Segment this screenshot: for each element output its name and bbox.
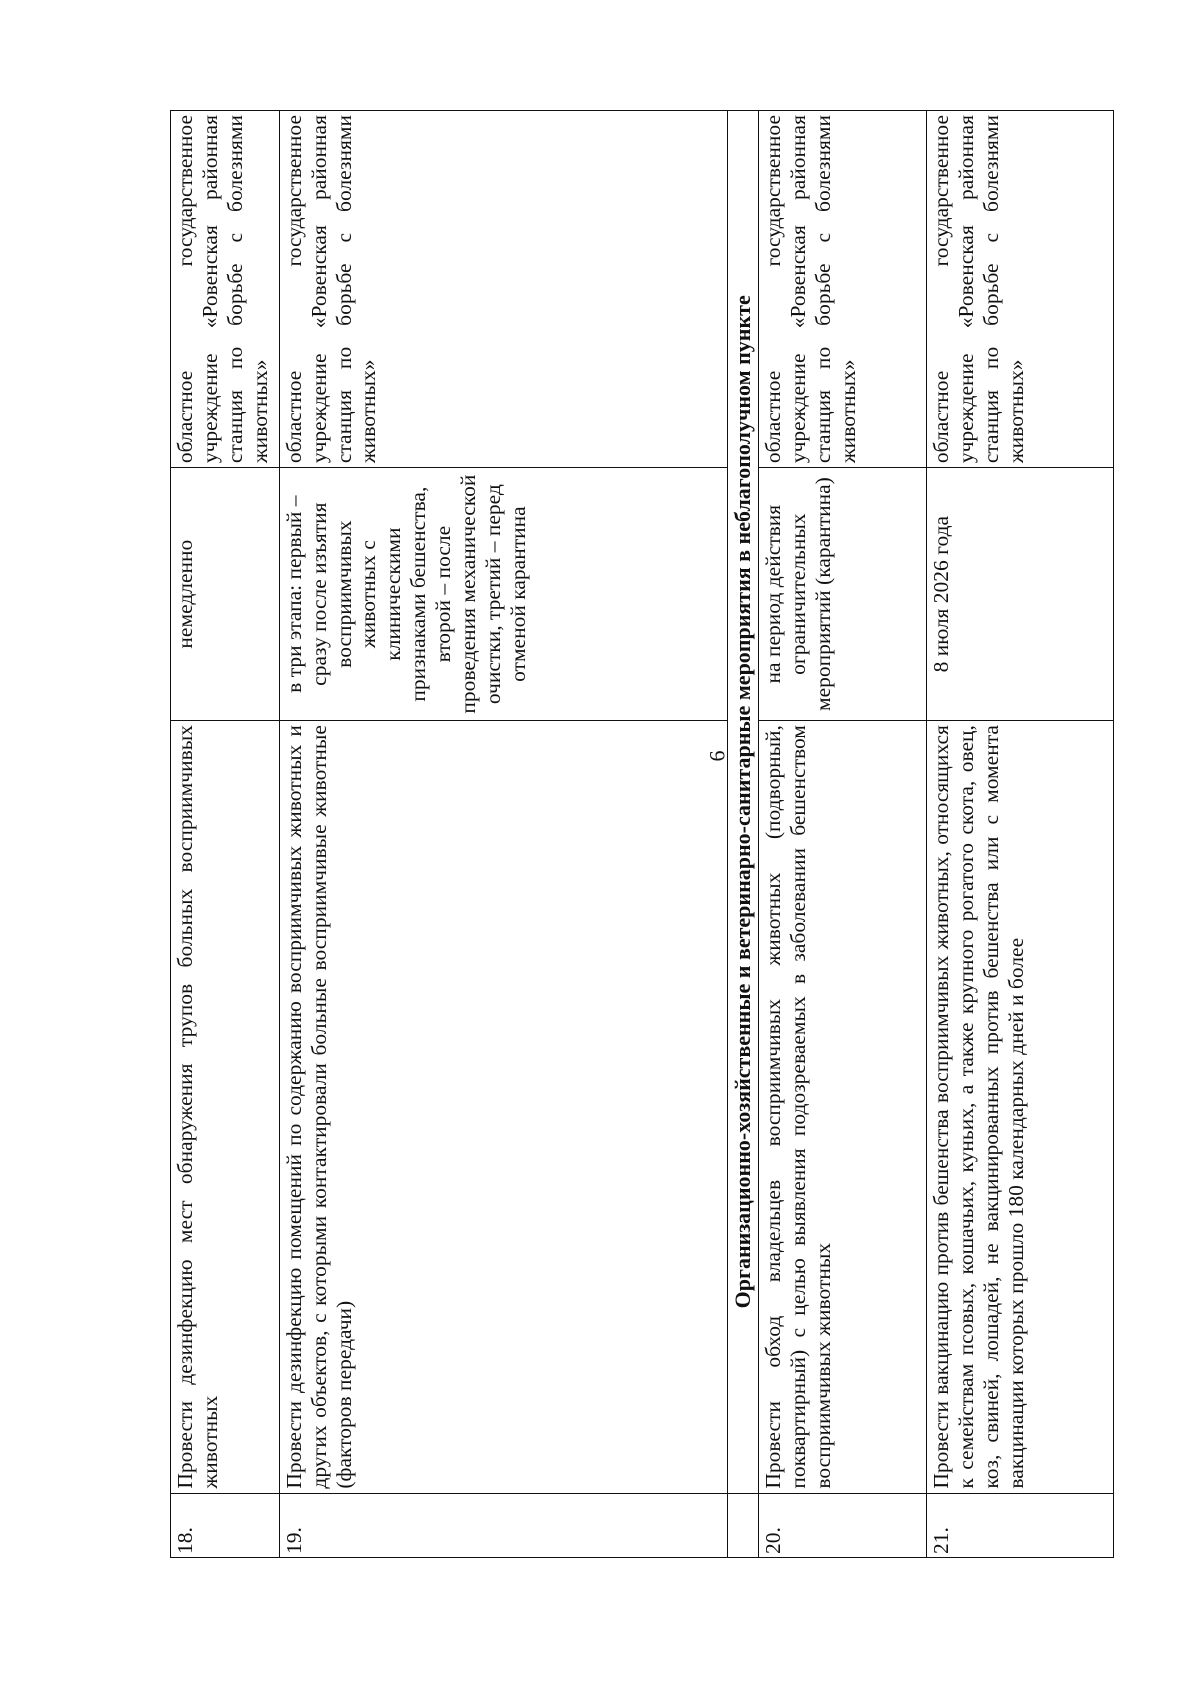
action-cell: Провести дезинфекцию мест обнаружения трупов больных восприимчивых животных [171, 721, 280, 1494]
page-number: 6 [704, 750, 730, 762]
action-cell: Провести обход владельцев восприимчивых животных (подворный, поквартирный) с целью выявления подозреваемых в заболевании бешенством восприимчивых животных [759, 721, 927, 1494]
section-number-cell [727, 1493, 759, 1557]
measures-table-rotated [170, 110, 1114, 1558]
row-number: 21. [927, 1493, 1114, 1557]
executor-cell: областное государственное учреждение «Ровенская районная станция по борьбе с болезнями животных» [927, 111, 1114, 468]
section-row [727, 111, 759, 1558]
section-title: Организационно-хозяйственные и ветеринарно-санитарные мероприятия в неблагополучном пункте [727, 111, 759, 1494]
table-row [759, 111, 927, 1558]
executor-cell: областное государственное учреждение «Ровенская районная станция по борьбе с болезнями животных» [171, 111, 280, 468]
table-row [171, 111, 280, 1558]
deadline-cell: на период действия ограничительных мероприятий (карантина) [759, 468, 927, 721]
table-row [279, 111, 727, 1558]
table-row [927, 111, 1114, 1558]
executor-cell: областное государственное учреждение «Ровенская районная станция по борьбе с болезнями животных» [759, 111, 927, 468]
action-cell: Провести дезинфекцию помещений по содержанию восприимчивых животных и других объектов, с которыми контактировали больные восприимчивые животные (факторов передачи) [279, 721, 727, 1494]
deadline-cell: в три этапа: первый – сразу после изъятия восприимчивых животных с клиническими признаками бешенства, второй – после проведения механической очистки, третий – перед отменой карантина [279, 468, 727, 721]
row-number: 18. [171, 1493, 280, 1557]
measures-table [170, 110, 1114, 1558]
row-number: 19. [279, 1493, 727, 1557]
deadline-cell: немедленно [171, 468, 280, 721]
executor-cell: областное государственное учреждение «Ровенская районная станция по борьбе с болезнями животных» [279, 111, 727, 468]
deadline-cell: 8 июля 2026 года [927, 468, 1114, 721]
row-number: 20. [759, 1493, 927, 1557]
action-cell: Провести вакцинацию против бешенства восприимчивых животных, относящихся к семействам псовых, кошачьих, куньих, а также крупного рогатого скота, овец, коз, свиней, лошадей, не вакцинированных против бешенства или с момента вакцинации которых прошло 180 календарных дней и более [927, 721, 1114, 1494]
